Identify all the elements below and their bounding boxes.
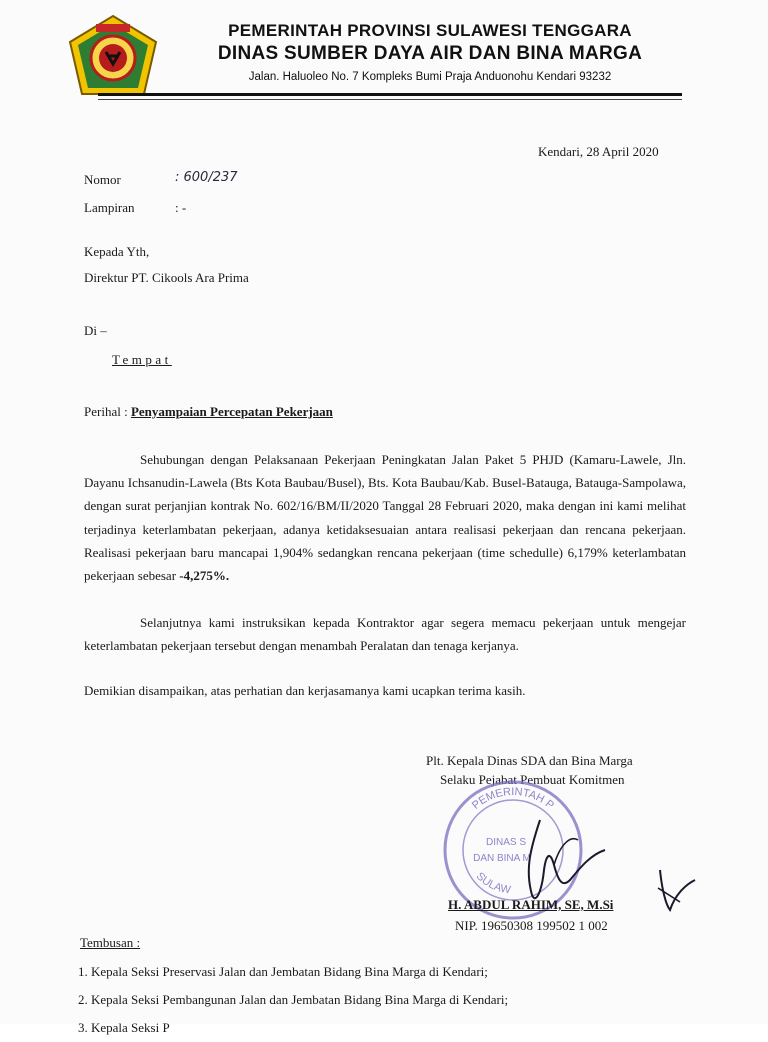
letterhead-address: Jalan. Haluoleo No. 7 Kompleks Bumi Praja Anduonohu Kendari 93232	[248, 71, 612, 83]
body-paragraph-2	[84, 611, 686, 657]
letterhead-government: PEMERINTAH PROVINSI SULAWESI TENGGARA	[228, 21, 632, 40]
letterhead-divider-thick	[98, 93, 682, 96]
letterhead	[170, 20, 690, 86]
signatory-position: Plt. Kepala Dinas SDA dan Bina Marga	[426, 753, 633, 768]
delay-percentage: -4,275%.	[179, 568, 230, 584]
nomor-value: : 600/237	[175, 170, 238, 185]
signatory-name: H. ABDUL RAHIM, SE, M.Si	[448, 897, 614, 912]
body-paragraph-2-text: Selanjutnya kami instruksikan kepada Kontraktor agar segera memacu pekerjaan untuk mengejar keterlambatan pekerjaan tersebut dengan menambah Peralatan dan tenaga kerjanya.	[84, 615, 686, 654]
nomor-label: Nomor	[84, 172, 121, 187]
tembusan-list	[78, 958, 698, 1042]
perihal-label: Perihal :	[84, 404, 128, 419]
stamp-bottom-text: SULAW	[473, 870, 512, 897]
list-item: 1. Kepala Seksi Preservasi Jalan dan Jembatan Bidang Bina Marga di Kendari;	[78, 964, 488, 979]
recipient-tempat: Tempat	[112, 352, 172, 367]
tembusan-label: Tembusan :	[80, 935, 141, 950]
signatory-role: Selaku Pejabat Pembuat Komitmen	[440, 772, 625, 787]
stamp-mid-line1: DINAS S	[485, 837, 527, 848]
body-paragraph-1	[84, 448, 686, 587]
lampiran-label: Lampiran	[84, 200, 135, 215]
recipient-name: Direktur PT. Cikools Ara Prima	[84, 270, 249, 285]
list-item: 2. Kepala Seksi Pembangunan Jalan dan Jembatan Bidang Bina Marga di Kendari;	[78, 992, 509, 1007]
signatory-nip: NIP. 19650308 199502 1 002	[455, 918, 608, 933]
closing-sentence: Demikian disampaikan, atas perhatian dan kerjasamanya kami ucapkan terima kasih.	[84, 683, 526, 698]
lampiran-value: : -	[175, 200, 187, 215]
perihal-title: Penyampaian Percepatan Pekerjaan	[130, 404, 333, 419]
list-item: 3. Kepala Seksi P	[78, 1020, 170, 1035]
recipient-di: Di –	[84, 323, 107, 338]
body-paragraph-1-text: Sehubungan dengan Pelaksanaan Pekerjaan Peningkatan Jalan Paket 5 PHJD (Kamaru-Lawele, Jln. Dayanu Ichsanudin-Lawela (Bts Kota Baubau/Busel), Bts. Kota Baubau/Kab. Busel-Batauga, Batauga-Sampolawa, dengan surat perjanjian kontrak No. 602/16/BM/II/2020 Tanggal 28 Februari 2020, maka dengan ini kami melihat terjadinya keterlambatan pekerjaan, adanya ketidaksesuaian antara realisasi pekerjaan dan rencana pekerjaan. Realisasi pekerjaan baru mancapai 1,904% sedangkan rencana pekerjaan (time schedulle) 6,179% keterlambatan pekerjaan sebesar	[84, 452, 686, 584]
letterhead-agency: DINAS SUMBER DAYA AIR DAN BINA MARGA	[217, 43, 643, 64]
perihal-line	[84, 403, 333, 421]
stamp-top-text: PEMERINTAH P	[470, 785, 556, 812]
recipient-greeting: Kepada Yth,	[84, 244, 150, 259]
letterhead-divider-thin	[98, 99, 682, 100]
letter-date: Kendari, 28 April 2020	[538, 144, 659, 159]
stamp-mid-line2: DAN BINA M	[473, 853, 531, 864]
provincial-emblem-icon	[66, 12, 160, 98]
